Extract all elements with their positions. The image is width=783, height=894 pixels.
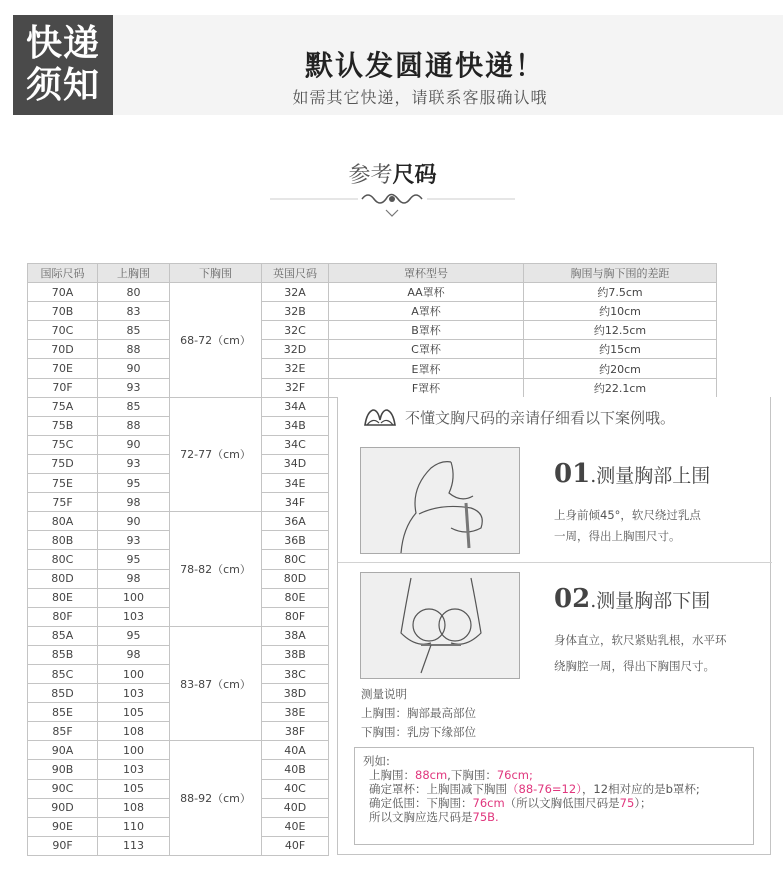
upper-bust-cell: 108: [98, 798, 170, 817]
intl-size-cell: 70A: [28, 283, 98, 302]
example-box: [354, 747, 754, 845]
under-bust-cell: 68-72（cm）: [170, 283, 262, 398]
difference-cell: 约20cm: [524, 359, 717, 378]
under-bust-cell: 72-77（cm）: [170, 397, 262, 512]
intl-size-cell: 85F: [28, 722, 98, 741]
example-line-1: 上胸围：88cm,下胸围：76cm;: [369, 768, 533, 782]
step1-desc: [554, 505, 759, 547]
upper-bust-cell: 90: [98, 512, 170, 531]
intl-size-cell: 80B: [28, 531, 98, 550]
notice-title: 默认发圆通快递！: [304, 49, 545, 82]
notice-subtitle: 如需其它快递，请联系客服确认哦: [292, 88, 548, 107]
intl-size-cell: 75C: [28, 435, 98, 454]
step2-heading: .测量胸部下围: [590, 590, 711, 612]
intl-size-cell: 70D: [28, 340, 98, 359]
upper-bust-cell: 98: [98, 569, 170, 588]
intl-size-cell: 75B: [28, 416, 98, 435]
upper-bust-cell: 100: [98, 741, 170, 760]
header-cup-type: 罩杯型号: [329, 264, 524, 283]
intl-size-cell: 75D: [28, 454, 98, 473]
uk-size-cell: 38A: [262, 626, 329, 645]
upper-bust-cell: 95: [98, 626, 170, 645]
uk-size-cell: 32D: [262, 340, 329, 359]
cup-type-cell: A罩杯: [329, 302, 524, 321]
step1-desc-line2: 一周，得出上胸围尺寸。: [554, 529, 681, 543]
upper-bust-cell: 88: [98, 416, 170, 435]
uk-size-cell: 34A: [262, 397, 329, 416]
header-upper-bust: 上胸围: [98, 264, 170, 283]
under-bust-illustration: [360, 572, 520, 679]
upper-bust-cell: 108: [98, 722, 170, 741]
uk-size-cell: 40F: [262, 836, 329, 855]
uk-size-cell: 38F: [262, 722, 329, 741]
cup-type-cell: E罩杯: [329, 359, 524, 378]
notes-title: 测量说明: [361, 687, 407, 701]
uk-size-cell: 38E: [262, 703, 329, 722]
badge-line-2: 须知: [25, 65, 100, 106]
table-row: [28, 321, 717, 340]
table-row: [28, 302, 717, 321]
intl-size-cell: 75A: [28, 397, 98, 416]
table-row: [28, 378, 717, 397]
intl-size-cell: 80D: [28, 569, 98, 588]
upper-bust-cell: 88: [98, 340, 170, 359]
step1-title: [554, 459, 710, 489]
uk-size-cell: 32B: [262, 302, 329, 321]
example-line-4: 所以文胸应选尺码是75B.: [369, 810, 499, 824]
example-label: 列如:: [363, 754, 390, 768]
bra-icon: [363, 408, 397, 428]
step2-desc-line1: 身体直立，软尺紧贴乳根，水平环: [554, 633, 727, 647]
intl-size-cell: 90B: [28, 760, 98, 779]
header-uk-size: 英国尺码: [262, 264, 329, 283]
upper-bust-cell: 103: [98, 607, 170, 626]
header-difference: 胸围与胸下围的差距: [524, 264, 717, 283]
uk-size-cell: 38B: [262, 645, 329, 664]
step2-title: [554, 584, 710, 614]
header-under-bust: 下胸围: [170, 264, 262, 283]
difference-cell: 约22.1cm: [524, 378, 717, 397]
section-title-bold: 尺码: [392, 163, 437, 188]
upper-bust-cell: 105: [98, 779, 170, 798]
upper-bust-cell: 110: [98, 817, 170, 836]
uk-size-cell: 34B: [262, 416, 329, 435]
table-row: [28, 340, 717, 359]
uk-size-cell: 38D: [262, 684, 329, 703]
intl-size-cell: 90F: [28, 836, 98, 855]
difference-cell: 约7.5cm: [524, 283, 717, 302]
intl-size-cell: 70F: [28, 378, 98, 397]
under-bust-cell: 78-82（cm）: [170, 512, 262, 627]
upper-bust-cell: 90: [98, 435, 170, 454]
notes-under: 下胸围：乳房下缘部位: [361, 725, 476, 739]
section-divider: [338, 562, 772, 563]
guide-hint: [363, 407, 675, 428]
intl-size-cell: 85C: [28, 664, 98, 683]
upper-bust-cell: 85: [98, 397, 170, 416]
intl-size-cell: 90D: [28, 798, 98, 817]
step2-desc-line2: 绕胸腔一周，得出下胸围尺寸。: [554, 659, 715, 673]
intl-size-cell: 80C: [28, 550, 98, 569]
upper-bust-cell: 80: [98, 283, 170, 302]
intl-size-cell: 70C: [28, 321, 98, 340]
cup-type-cell: B罩杯: [329, 321, 524, 340]
uk-size-cell: 40B: [262, 760, 329, 779]
intl-size-cell: 80F: [28, 607, 98, 626]
cup-type-cell: F罩杯: [329, 378, 524, 397]
intl-size-cell: 70E: [28, 359, 98, 378]
uk-size-cell: 40D: [262, 798, 329, 817]
upper-bust-illustration: [360, 447, 520, 554]
upper-bust-cell: 105: [98, 703, 170, 722]
table-row: [28, 283, 717, 302]
example-line-3: 确定低围：下胸围：76cm（所以文胸低围尺码是75）；: [369, 796, 652, 810]
uk-size-cell: 80E: [262, 588, 329, 607]
section-title-prefix: 参考: [348, 163, 393, 188]
table-row: [28, 359, 717, 378]
upper-bust-cell: 103: [98, 760, 170, 779]
upper-bust-cell: 93: [98, 378, 170, 397]
notes-upper: 上胸围：胸部最高部位: [361, 706, 476, 720]
uk-size-cell: 34F: [262, 493, 329, 512]
difference-cell: 约10cm: [524, 302, 717, 321]
difference-cell: 约12.5cm: [524, 321, 717, 340]
intl-size-cell: 75F: [28, 493, 98, 512]
intl-size-cell: 85D: [28, 684, 98, 703]
uk-size-cell: 40A: [262, 741, 329, 760]
uk-size-cell: 80F: [262, 607, 329, 626]
table-header-row: [28, 264, 717, 283]
upper-bust-cell: 98: [98, 493, 170, 512]
uk-size-cell: 32E: [262, 359, 329, 378]
step1-number: 01: [554, 459, 591, 489]
upper-bust-cell: 100: [98, 588, 170, 607]
intl-size-cell: 90A: [28, 741, 98, 760]
cup-type-cell: C罩杯: [329, 340, 524, 359]
intl-size-cell: 85E: [28, 703, 98, 722]
uk-size-cell: 80D: [262, 569, 329, 588]
under-bust-cell: 83-87（cm）: [170, 626, 262, 741]
uk-size-cell: 32C: [262, 321, 329, 340]
uk-size-cell: 80C: [262, 550, 329, 569]
intl-size-cell: 80A: [28, 512, 98, 531]
measure-guide-panel: [337, 397, 771, 855]
upper-bust-cell: 95: [98, 550, 170, 569]
intl-size-cell: 70B: [28, 302, 98, 321]
upper-bust-cell: 85: [98, 321, 170, 340]
upper-bust-cell: 90: [98, 359, 170, 378]
step2-number: 02: [554, 584, 591, 614]
cup-type-cell: AA罩杯: [329, 283, 524, 302]
upper-bust-cell: 103: [98, 684, 170, 703]
uk-size-cell: 34D: [262, 454, 329, 473]
upper-bust-cell: 100: [98, 664, 170, 683]
upper-bust-cell: 93: [98, 454, 170, 473]
uk-size-cell: 32F: [262, 378, 329, 397]
intl-size-cell: 80E: [28, 588, 98, 607]
difference-cell: 约15cm: [524, 340, 717, 359]
uk-size-cell: 32A: [262, 283, 329, 302]
intl-size-cell: 75E: [28, 474, 98, 493]
uk-size-cell: 34E: [262, 474, 329, 493]
example-line-2: 确定罩杯：上胸围减下胸围（88-76=12），12相对应的是b罩杯;: [369, 782, 700, 796]
upper-bust-cell: 95: [98, 474, 170, 493]
uk-size-cell: 34C: [262, 435, 329, 454]
uk-size-cell: 38C: [262, 664, 329, 683]
upper-bust-cell: 83: [98, 302, 170, 321]
upper-bust-cell: 93: [98, 531, 170, 550]
intl-size-cell: 90C: [28, 779, 98, 798]
intl-size-cell: 85B: [28, 645, 98, 664]
guide-hint-text: 不懂文胸尺码的亲请仔细看以下案例哦。: [405, 409, 676, 427]
step2-desc: [554, 627, 759, 679]
section-title: [300, 158, 485, 189]
step1-heading: .测量胸部上围: [590, 465, 711, 487]
uk-size-cell: 40C: [262, 779, 329, 798]
upper-bust-cell: 113: [98, 836, 170, 855]
uk-size-cell: 36A: [262, 512, 329, 531]
uk-size-cell: 36B: [262, 531, 329, 550]
uk-size-cell: 40E: [262, 817, 329, 836]
intl-size-cell: 85A: [28, 626, 98, 645]
badge-line-1: 快递: [25, 23, 100, 64]
header-intl-size: 国际尺码: [28, 264, 98, 283]
intl-size-cell: 90E: [28, 817, 98, 836]
ornament-divider-icon: [270, 190, 515, 225]
measure-notes: [361, 685, 476, 742]
upper-bust-cell: 98: [98, 645, 170, 664]
under-bust-cell: 88-92（cm）: [170, 741, 262, 856]
step1-desc-line1: 上身前倾45°，软尺绕过乳点: [554, 508, 701, 522]
shipping-notice-badge: [13, 15, 113, 115]
